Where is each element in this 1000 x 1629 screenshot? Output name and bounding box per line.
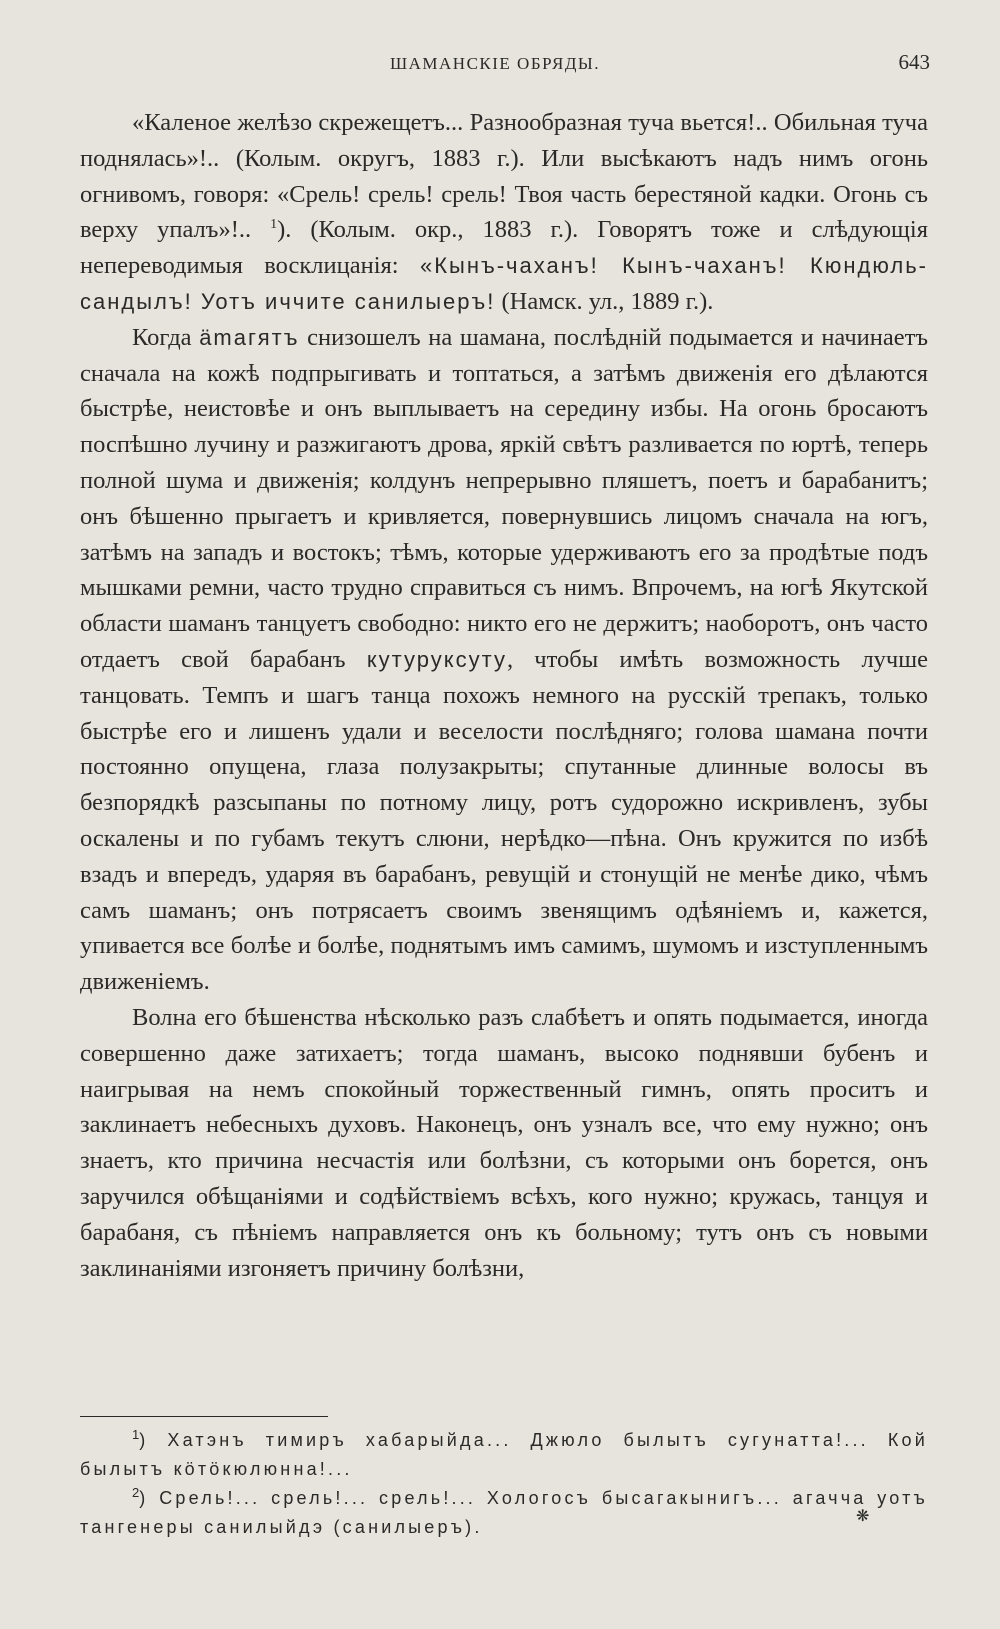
paragraph-1-text-d: (Намск. ул., 1889 г.). — [495, 287, 714, 315]
paragraph-1 — [80, 105, 928, 320]
paragraph-2-text-a: Когда — [132, 323, 200, 351]
ornament-icon: ❋ — [856, 1508, 870, 1525]
term-kuturuksutu: кутуруксуту — [366, 646, 507, 672]
footnote-2 — [80, 1484, 928, 1542]
footnote-1-text: ) Хатэнъ тимиръ хабарыйда... Джюло былытъ сугунатта!... Кой былытъ кöтöкюлюнна!... — [80, 1430, 928, 1479]
footnote-divider — [80, 1416, 328, 1417]
footnote-2-text: ) Срель!... срель!... срель!... Хологосъ бысагакынигъ... агачча уотъ тангенеры санилыйдэ (санилыеръ). — [80, 1488, 928, 1537]
paragraph-1-text-b: ). (Колым. окр., 1883 г.). Говорятъ тоже и слѣдующія непереводимыя восклицанія: — [80, 216, 928, 280]
footnote-2-ref: 2 — [132, 1485, 140, 1500]
term-amagyat: ämагятъ — [199, 324, 300, 350]
paragraph-2 — [80, 320, 928, 1000]
running-head: ШАМАНСКІЕ ОБРЯДЫ. — [389, 54, 600, 73]
paragraph-1-text-a: «Каленое желѣзо скрежещетъ... Разнообразная туча вьется!.. Обильная туча поднялась»!.. (Колым. округъ, 1883 г.). Или высѣкаютъ надъ нимъ огонь огнивомъ, говоря: «Срель! срель! срель! Твоя часть берестяной кадки. Огонь съ верху упалъ»!.. — [80, 109, 928, 244]
page-header — [60, 48, 930, 78]
paragraph-2-text-c: снизошелъ на шамана, послѣдній подымается и начинаетъ сначала на кожѣ подпрыгивать и топтаться, а затѣмъ движенія его дѣлаются быстрѣе, неистовѣе и онъ выплываетъ на середину избы. На огонь бросаютъ поспѣшно лучину и разжигаютъ дрова, яркій свѣтъ разливается по юртѣ, теперь полной шума и движенія; колдунъ непрерывно пляшетъ, поетъ и барабанитъ; онъ бѣшенно прыгаетъ и кривляется, повернувшись лицомъ сначала на югъ, затѣмъ на западъ и востокъ; тѣмъ, которые удерживаютъ его за продѣтые подъ мышками ремни, часто трудно справиться съ нимъ. Впрочемъ, на югѣ Якутской области шаманъ танцуетъ свободно: никто его не держитъ; наоборотъ, онъ часто отдаетъ свой барабанъ — [80, 323, 928, 673]
footnotes — [80, 1426, 928, 1542]
footnote-marker-1: 1 — [270, 217, 278, 233]
yakut-exclamation: «Кынъ-чаханъ! Кынъ-чаханъ! Кюндюль-сандылъ! Уотъ иччите санилыеръ! — [80, 253, 928, 314]
page-number: 643 — [898, 50, 930, 74]
footnote-1-ref: 1 — [132, 1427, 140, 1442]
footnote-1 — [80, 1426, 928, 1484]
paragraph-2-text-e: , чтобы имѣть возможность лучше танцовать. Темпъ и шагъ танца похожъ немного на русскій трепакъ, только быстрѣе его и лишенъ удали и веселости послѣдняго; голова шамана почти постоянно опущена, глаза полузакрыты; спутанные длинные волосы въ безпорядкѣ разсыпаны по потному лицу, ротъ судорожно искривленъ, зубы оскалены и по губамъ текутъ слюни, нерѣдко—пѣна. Онъ кружится по избѣ взадъ и впередъ, ударяя въ барабанъ, ревущій и стонущій не менѣе дико, чѣмъ самъ шаманъ; онъ потрясаетъ своимъ звенящимъ одѣяніемъ и, кажется, упивается все болѣе и болѣе, поднятымъ имъ самимъ, шумомъ и изступленнымъ движеніемъ. — [80, 645, 928, 996]
paragraph-3: Волна его бѣшенства нѣсколько разъ слабѣетъ и опять подымается, иногда совершенно даже затихаетъ; тогда шаманъ, высоко поднявши бубенъ и наигрывая на немъ спокойный торжественный гимнъ, опять проситъ и заклинаетъ небесныхъ духовъ. Наконецъ, онъ узналъ все, что ему нужно; онъ знаетъ, кто причина несчастія или болѣзни, съ которыми онъ борется, онъ заручился обѣщаніями и содѣйствіемъ всѣхъ, кого нужно; кружась, танцуя и барабаня, съ пѣніемъ направляется онъ къ больному; тутъ онъ съ новыми заклинаніями изгоняетъ причину болѣзни, — [80, 1003, 928, 1282]
main-text — [80, 105, 928, 1286]
